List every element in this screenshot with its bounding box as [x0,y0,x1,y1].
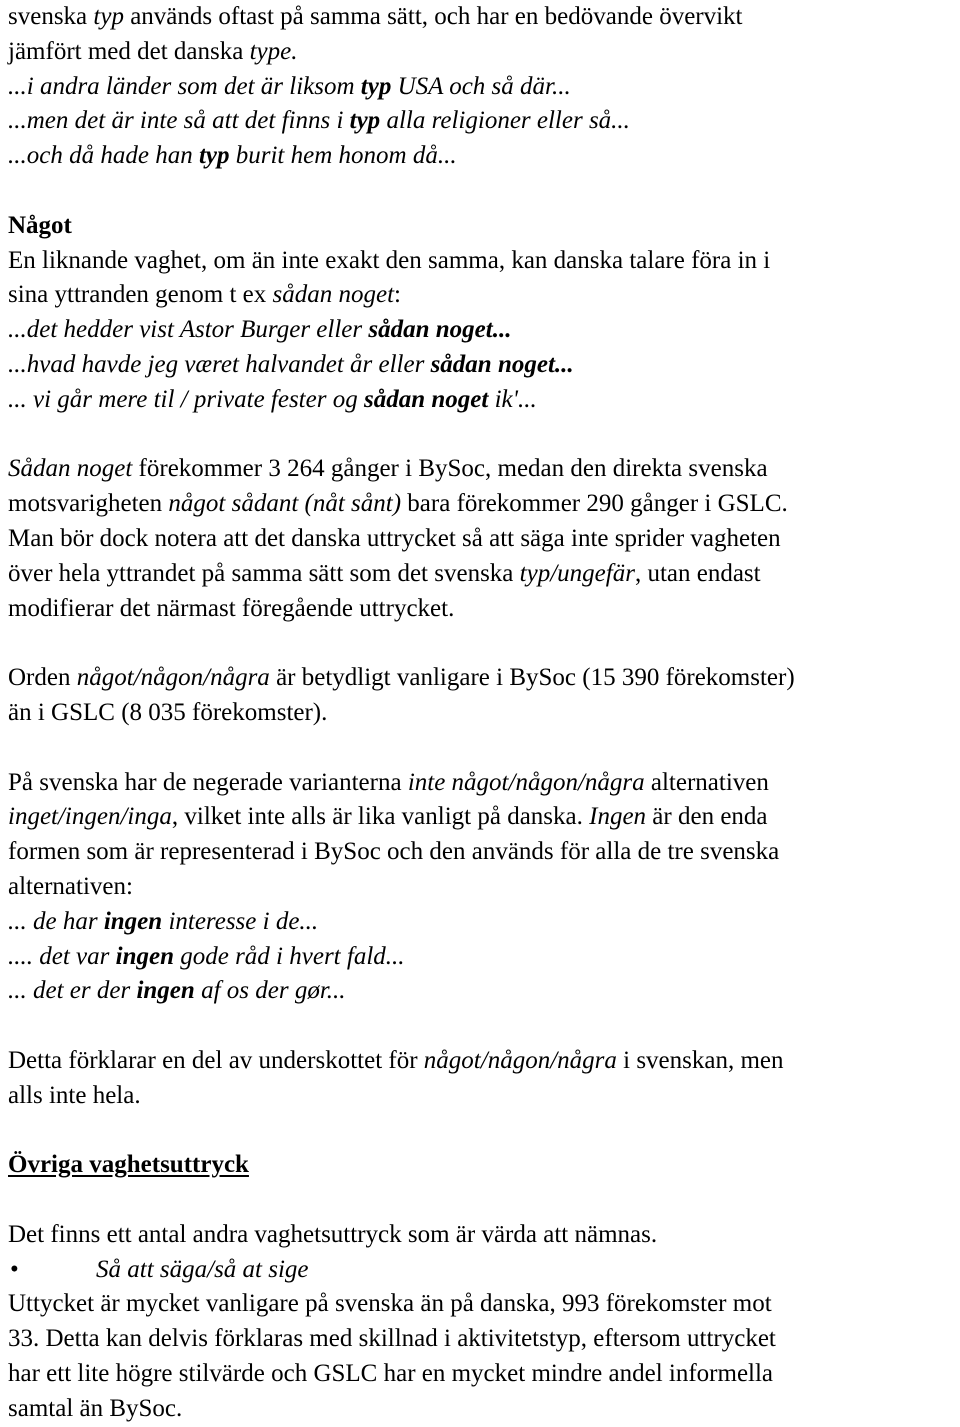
bullet-text: Så att säga/så at sige [96,1255,309,1283]
section-heading: Övriga vaghetsuttryck [8,1151,249,1179]
text-run: ... det er der [8,977,137,1005]
text-run: alla religioner eller så... [380,107,630,135]
text-run: gode råd i hvert fald... [173,942,405,970]
example-line [8,348,952,383]
text-line: Uttycket är mycket vanligare på svenska än på danska, 993 förekomster mot [8,1290,772,1318]
text-run: interesse i de... [162,907,319,935]
text-run: typ [93,3,124,30]
example-line [8,905,952,940]
example-line [8,940,952,975]
text-run: sådan noget... [368,316,512,344]
text-line: sina yttranden genom t ex sådan noget: [8,281,401,309]
text-run: .... det var [8,942,116,970]
example-line [8,139,952,174]
text-run: af os der gør... [194,977,346,1005]
text-line: Orden något/någon/några är betydligt vanligare i BySoc (15 390 förekomster) [8,664,795,692]
text-run: type. [249,37,298,65]
text-line: jämfört med det danska type. [8,37,298,65]
text-run: sådan noget [363,385,489,413]
text-run: något sådant (nåt sånt) [168,490,402,518]
example-line [8,383,952,418]
text-run: ingen [136,977,195,1005]
text-run: ...men det är inte så att det finns i [8,107,350,135]
text-line: formen som är representerad i BySoc och den används för alla de tre svenska [8,838,780,866]
example-line [8,313,952,348]
text-line: En liknande vaghet, om än inte exakt den samma, kan danska talare föra in i [8,246,771,274]
text-run: ... vi går mere til / private fester og [8,385,364,413]
text-line: över hela yttrandet på samma sätt som det svenska typ/ungefär, utan endast [8,559,761,587]
text-run: ik'... [488,385,537,413]
text-line: svenska typ används oftast på samma sätt, och har en bedövande övervikt [8,3,743,30]
text-line: än i GSLC (8 035 förekomster). [8,698,328,726]
text-run: inte något/någon/några [407,768,645,796]
text-run: något/någon/några [76,664,270,692]
text-run: ...och då hade han [8,142,199,170]
text-run: USA och så där... [391,72,571,100]
text-line: har ett lite högre stilvärde och GSLC har en mycket mindre andel informella [8,1360,774,1388]
text-line: samtal än BySoc. [8,1394,183,1422]
text-line: På svenska har de negerade varianterna inte något/någon/några alternativen [8,768,769,796]
text-line: inget/ingen/inga, vilket inte alls är lika vanligt på danska. Ingen är den enda [8,803,768,831]
paragraph [8,1218,952,1253]
paragraph [8,452,952,626]
text-run: Ingen [589,803,647,831]
text-run: ingen [115,942,174,970]
text-run: inget/ingen/inga [8,803,172,831]
text-run: ingen [103,907,163,935]
text-run: typ/ungefär [519,559,635,587]
section-heading: Något [8,211,72,239]
text-run: ...det hedder vist Astor Burger eller [8,316,369,344]
example-line [8,974,952,1009]
bullet-item [8,1253,952,1288]
text-line: Man bör dock notera att det danska uttrycket så att säga inte sprider vagheten [8,524,781,552]
paragraph [8,1044,952,1114]
text-run: sådan noget [272,281,395,309]
text-run: ... de har [8,907,104,935]
example-line [8,104,952,139]
text-run: Sådan noget [8,455,133,483]
text-run: ...hvad havde jeg været halvandet år eller [8,350,431,378]
text-line: Det finns ett antal andra vaghetsuttryck som är värda att nämnas. [8,1220,658,1248]
text-line: alls inte hela. [8,1081,141,1109]
paragraph [8,661,952,731]
paragraph [8,0,952,174]
example-line [8,70,952,105]
text-run: något/någon/några [423,1046,617,1074]
text-line: motsvarigheten något sådant (nåt sånt) bara förekommer 290 gånger i GSLC. [8,490,788,518]
text-run: typ [198,142,230,170]
paragraph [8,244,952,418]
text-run: sådan noget... [430,350,574,378]
paragraph [8,766,952,1010]
text-run: typ [360,72,392,100]
text-run: burit hem honom då... [229,142,457,170]
text-line: modifierar det närmast föregående uttrycket. [8,594,455,622]
text-line: Detta förklarar en del av underskottet för något/någon/några i svenskan, men [8,1046,784,1074]
paragraph [8,1287,952,1426]
text-line: 33. Detta kan delvis förklaras med skillnad i aktivitetstyp, eftersom uttrycket [8,1325,776,1353]
bullet-dot-icon: • [10,1255,19,1283]
text-run: ...i andra länder som det är liksom [8,72,361,100]
text-line: Sådan noget förekommer 3 264 gånger i BySoc, medan den direkta svenska [8,455,768,483]
text-line: alternativen: [8,872,133,900]
text-run: typ [349,107,381,135]
